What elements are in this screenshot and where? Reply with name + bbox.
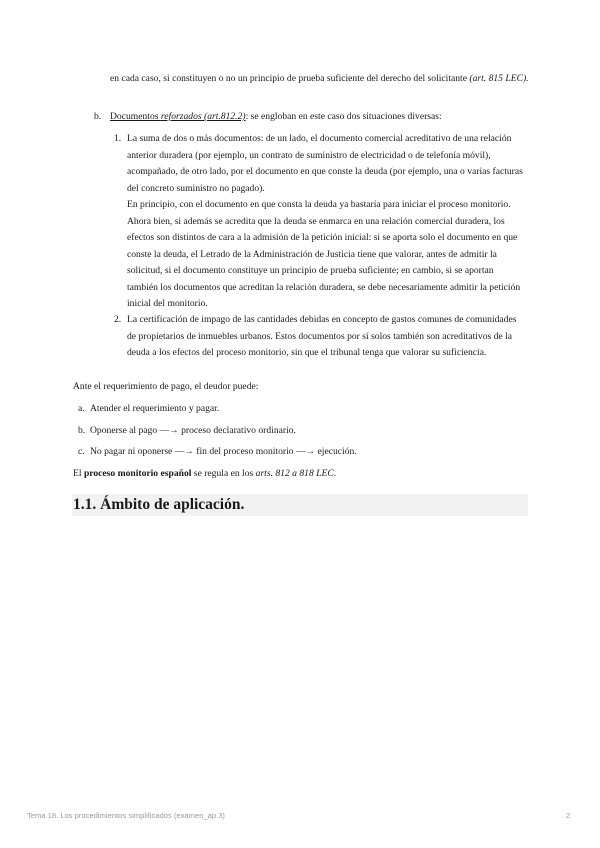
option-marker-b: b. [78,425,86,436]
item-label-text: Documentos [110,111,159,122]
item-rest: : se engloban en este caso dos situaciones diversas: [245,111,442,122]
closing-mid: se regula en los [191,468,256,479]
closing-post: . [333,468,337,479]
option-c: No pagar ni oponerse —→ fin del proceso monitorio —→ ejecución. [90,446,357,457]
paragraph-text: en cada caso, si constituyen o no un principio de prueba suficiente del derecho del solicitante [110,73,470,84]
intro-paragraph: Ante el requerimiento de pago, el deudor puede: [73,381,259,392]
footer-title: Tema 18. Los procedimientos simplificados (examen_ap.3) [27,811,225,820]
closing-reference: arts. 812 a 818 LEC [255,468,334,479]
closing-bold: proceso monitorio español [83,468,192,479]
option-b: Oponerse al pago —→ proceso declarativo ordinario. [90,425,296,436]
legal-reference: (art. 815 LEC). [469,73,529,84]
item-label-italic: reforzados (art.812.2) [160,111,246,122]
list-marker-1: 1. [114,133,122,144]
page-number: 2 [566,811,571,820]
closing-paragraph [73,466,533,483]
closing-pre: El [73,468,84,479]
paragraph-continuation [110,71,530,88]
section-heading: 1.1. Ámbito de aplicación. [72,494,528,516]
list-item-b [110,109,530,126]
list-marker-2: 2. [114,314,122,325]
option-marker-a: a. [78,403,85,414]
sub-item-1-paragraph: La suma de dos o más documentos: de un lado, el documento comercial acreditativo de una relación anterior duradera (por ejemplo, un contrato de suministro de electricidad o de telefonía móvil), acompañado, de otro lado, por el documento en que conste la deuda (por ejemplo, una o varias facturas del concreto suministro no pagado). [127,133,523,194]
item-label [110,111,246,122]
option-a: Atender el requerimiento y pagar. [90,403,220,414]
sub-item-1-paragraph-2: En principio, con el documento en que consta la deuda ya bastaría para iniciar el proceso monitorio. Ahora bien, si además se acredita que la deuda se enmarca en una relación comercial duradera, los efectos son distintos de cara a la admisión de la petición inicial: si se aporta solo el documento en que conste la deuda, el Letrado de la Administración de Justicia tiene que valorar, antes de admitir la solicitud, si el documento constituye un principio de prueba suficiente; en cambio, si se aportan también los documentos que acreditan la relación duradera, se debe necesariamente admitir la petición inicial del monitorio. [127,199,521,309]
option-marker-c: c. [78,446,85,457]
sub-item-2-paragraph: La certificación de impago de las cantidades debidas en concepto de gastos comunes de comunidades de propietarios de inmuebles urbanos. Estos documentos por sí solos también son acreditativos de la deuda a los efectos del proceso monitorio, sin que el tribunal tenga que valorar su suficiencia. [127,314,517,358]
list-marker-b: b. [94,111,102,122]
